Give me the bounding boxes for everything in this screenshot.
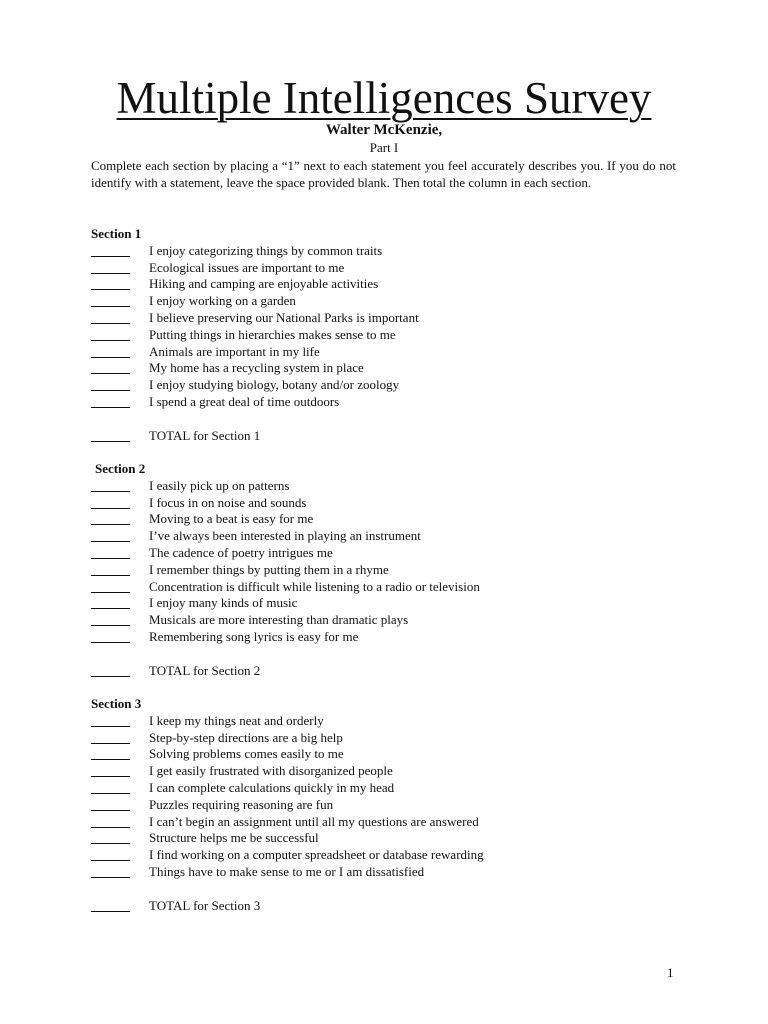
page-number: 1: [667, 965, 674, 980]
survey-item: [91, 293, 691, 310]
item-text: Hiking and camping are enjoyable activities: [149, 276, 379, 292]
total-text: TOTAL for Section 2: [149, 662, 261, 678]
item-text: I’ve always been interested in playing an instrument: [149, 528, 421, 544]
item-text: I enjoy working on a garden: [149, 293, 296, 309]
survey-item: [91, 377, 691, 394]
section-1: [91, 226, 691, 444]
survey-item: [91, 864, 691, 881]
total-blank[interactable]: [91, 898, 149, 915]
section-3: [91, 696, 691, 914]
answer-blank[interactable]: [91, 394, 149, 411]
item-text: I enjoy categorizing things by common traits: [149, 242, 383, 258]
item-text: I can’t begin an assignment until all my questions are answered: [149, 813, 479, 829]
document-author: Walter McKenzie,: [325, 122, 443, 138]
survey-item: [91, 260, 691, 277]
survey-item: [91, 830, 691, 847]
answer-blank[interactable]: [91, 746, 149, 763]
survey-item: [91, 545, 691, 562]
answer-blank[interactable]: [91, 579, 149, 596]
survey-item: [91, 746, 691, 763]
total-blank[interactable]: [91, 663, 149, 680]
section-heading: Section 1: [91, 226, 142, 241]
answer-blank[interactable]: [91, 344, 149, 361]
item-text: Step-by-step directions are a big help: [149, 729, 343, 745]
item-text: Animals are important in my life: [149, 343, 320, 359]
item-text: Solving problems comes easily to me: [149, 746, 344, 762]
survey-item: [91, 797, 691, 814]
answer-blank[interactable]: [91, 814, 149, 831]
answer-blank[interactable]: [91, 730, 149, 747]
item-text: Musicals are more interesting than dramatic plays: [149, 612, 409, 628]
item-text: I keep my things neat and orderly: [149, 712, 324, 728]
answer-blank[interactable]: [91, 327, 149, 344]
survey-item: [91, 595, 691, 612]
survey-item: [91, 562, 691, 579]
item-text: I remember things by putting them in a rhyme: [149, 561, 389, 577]
item-text: Remembering song lyrics is easy for me: [149, 628, 359, 644]
survey-item: [91, 327, 691, 344]
section-heading: Section 3: [91, 696, 142, 711]
section-total: [91, 428, 691, 445]
spacer: [91, 646, 691, 663]
item-text: Things have to make sense to me or I am dissatisfied: [149, 863, 425, 879]
section-heading: Section 2: [95, 461, 146, 476]
answer-blank[interactable]: [91, 780, 149, 797]
item-text: I can complete calculations quickly in my head: [149, 779, 395, 795]
item-text: I find working on a computer spreadsheet or database rewarding: [149, 847, 484, 863]
total-text: TOTAL for Section 1: [149, 427, 261, 443]
survey-item: [91, 713, 691, 730]
survey-item: [91, 310, 691, 327]
answer-blank[interactable]: [91, 360, 149, 377]
item-text: Concentration is difficult while listening to a radio or television: [149, 578, 480, 594]
answer-blank[interactable]: [91, 847, 149, 864]
spacer: [91, 881, 691, 898]
answer-blank[interactable]: [91, 260, 149, 277]
answer-blank[interactable]: [91, 243, 149, 260]
answer-blank[interactable]: [91, 629, 149, 646]
survey-item: [91, 511, 691, 528]
item-text: I believe preserving our National Parks is important: [149, 309, 419, 325]
survey-item: [91, 612, 691, 629]
item-text: Moving to a beat is easy for me: [149, 511, 314, 527]
survey-item: [91, 276, 691, 293]
item-text: Structure helps me be successful: [149, 830, 319, 846]
answer-blank[interactable]: [91, 562, 149, 579]
section-2: [91, 461, 691, 679]
section-total: [91, 898, 691, 915]
answer-blank[interactable]: [91, 545, 149, 562]
spacer: [91, 411, 691, 428]
answer-blank[interactable]: [91, 495, 149, 512]
section-total: [91, 663, 691, 680]
answer-blank[interactable]: [91, 293, 149, 310]
survey-item: [91, 814, 691, 831]
survey-item: [91, 579, 691, 596]
survey-item: [91, 394, 691, 411]
answer-blank[interactable]: [91, 797, 149, 814]
answer-blank[interactable]: [91, 595, 149, 612]
survey-item: [91, 344, 691, 361]
total-blank[interactable]: [91, 428, 149, 445]
survey-item: [91, 495, 691, 512]
document-title: Multiple Intelligences Survey: [116, 73, 652, 123]
answer-blank[interactable]: [91, 528, 149, 545]
item-text: My home has a recycling system in place: [149, 360, 364, 376]
total-text: TOTAL for Section 3: [149, 897, 261, 913]
answer-blank[interactable]: [91, 478, 149, 495]
survey-item: [91, 780, 691, 797]
item-text: The cadence of poetry intrigues me: [149, 544, 333, 560]
answer-blank[interactable]: [91, 864, 149, 881]
item-text: Ecological issues are important to me: [149, 259, 345, 275]
answer-blank[interactable]: [91, 830, 149, 847]
survey-item: [91, 243, 691, 260]
item-text: I get easily frustrated with disorganized people: [149, 763, 393, 779]
answer-blank[interactable]: [91, 713, 149, 730]
survey-item: [91, 730, 691, 747]
instructions-paragraph: Complete each section by placing a “1” next to each statement you feel accurately describes you. If you do not identify with a statement, leave the space provided blank. Then total the column in each section.: [91, 158, 676, 190]
item-text: Putting things in hierarchies makes sense to me: [149, 326, 396, 342]
answer-blank[interactable]: [91, 377, 149, 394]
item-text: I spend a great deal of time outdoors: [149, 393, 340, 409]
item-text: I focus in on noise and sounds: [149, 494, 307, 510]
answer-blank[interactable]: [91, 612, 149, 629]
document-part: Part I: [369, 140, 399, 155]
survey-item: [91, 629, 691, 646]
item-text: Puzzles requiring reasoning are fun: [149, 796, 334, 812]
survey-item: [91, 763, 691, 780]
answer-blank[interactable]: [91, 276, 149, 293]
answer-blank[interactable]: [91, 763, 149, 780]
survey-item: [91, 528, 691, 545]
survey-item: [91, 360, 691, 377]
survey-item: [91, 847, 691, 864]
answer-blank[interactable]: [91, 511, 149, 528]
survey-item: [91, 478, 691, 495]
answer-blank[interactable]: [91, 310, 149, 327]
item-text: I easily pick up on patterns: [149, 477, 290, 493]
item-text: I enjoy studying biology, botany and/or zoology: [149, 377, 400, 393]
item-text: I enjoy many kinds of music: [149, 595, 298, 611]
